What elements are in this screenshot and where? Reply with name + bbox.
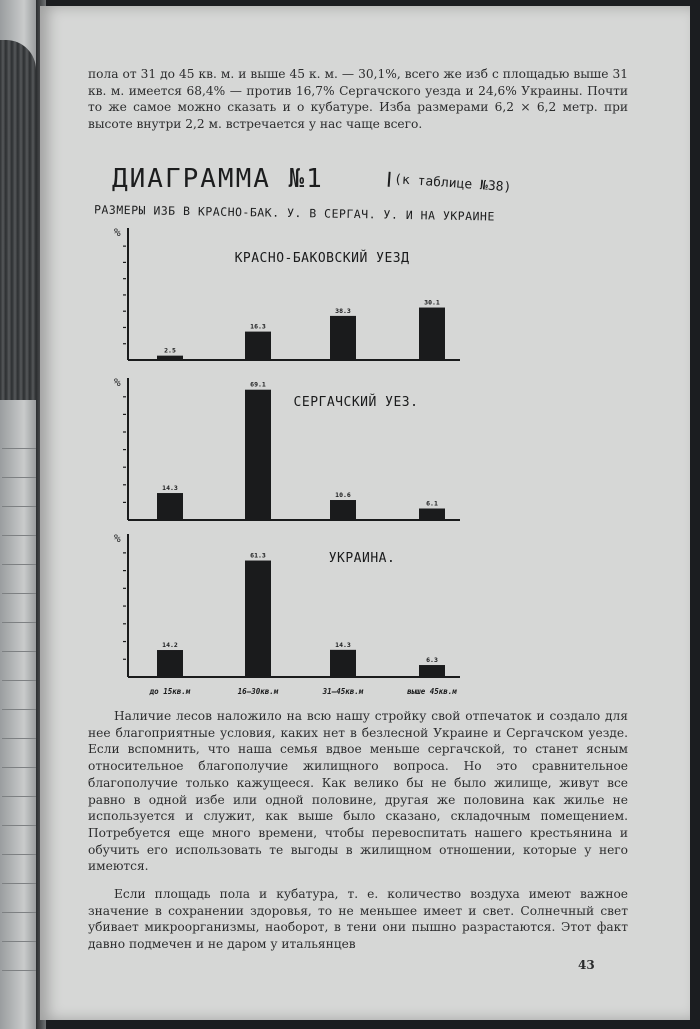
paragraph-middle: Наличие лесов наложило на всю нашу стройку свой отпечаток и создало для нее благоприятные условия, каких нет в безлесной Украине и Сергачском уезде. Если вспомнить, что наша семья вдвое меньше сергачской, то станет ясным относительное благополучие жилищного вопроса. Но это сравнительное благополучие только кажущееся. Как велико бы не было жилище, живут все равно в одной избе или одной половине, другая же половина как жилье не используется и служит, как выше было сказано, складочным помещением. Потребуется еще много времени, чтобы перевоспитать нашего крестьянина и обучить его использовать те выгоды в жилищном отношении, которые у него имеются. bbox=[88, 709, 628, 874]
page-number: 43 bbox=[578, 958, 595, 972]
data-label-s2-1: 14.3 bbox=[162, 484, 178, 493]
y-axis-label: % bbox=[114, 226, 121, 239]
data-label-s2-2: 69.1 bbox=[250, 380, 266, 389]
series-label-3: УКРАИНА. bbox=[328, 551, 396, 566]
bar-s3-3 bbox=[330, 650, 356, 677]
bar-s1-3 bbox=[330, 316, 356, 360]
bar-s1-2 bbox=[245, 332, 271, 360]
bar-s2-1 bbox=[157, 493, 183, 520]
data-label-s1-3: 38.3 bbox=[335, 306, 351, 315]
data-label-s2-3: 10.6 bbox=[335, 491, 351, 500]
bar-s2-4 bbox=[419, 508, 445, 520]
data-label-s1-1: 2.5 bbox=[164, 346, 176, 355]
paragraph-top: пола от 31 до 45 кв. м. и выше 45 к. м. — 30,1%, всего же изб с площадью выше 31 кв. м. имеется 68,4% — против 16,7% Сергачского уезда и 24,6% Украины. Почти то же самое можно сказать и о кубатуре. Изба размерами 6,2 × 6,2 метр. при высоте внутри 2,2 м. встречается у нас чаще всего. bbox=[88, 67, 628, 132]
bar-s3-4 bbox=[419, 665, 445, 677]
bar-chart bbox=[40, 6, 690, 706]
facing-page-photo bbox=[0, 40, 36, 400]
facing-page-edge bbox=[0, 0, 40, 1029]
diagram-title: ДИАГРАММА №1 bbox=[112, 164, 324, 194]
data-label-s3-2: 61.3 bbox=[250, 551, 266, 560]
bar-s1-1 bbox=[157, 356, 183, 360]
bar-s2-2 bbox=[245, 390, 271, 520]
diagram-note: (к таблице №38) bbox=[388, 172, 512, 196]
category-label-2: 16–30кв.м bbox=[237, 687, 279, 696]
y-axis-label: % bbox=[114, 532, 121, 545]
series-label-1: КРАСНО-БАКОВСКИЙ УЕЗД bbox=[234, 251, 410, 266]
data-label-s1-4: 30.1 bbox=[424, 298, 440, 307]
y-axis-label: % bbox=[114, 376, 121, 389]
bar-s3-1 bbox=[157, 650, 183, 677]
data-label-s3-3: 14.3 bbox=[335, 640, 351, 649]
bar-s2-3 bbox=[330, 500, 356, 520]
data-label-s2-4: 6.1 bbox=[426, 499, 438, 508]
book-page bbox=[40, 6, 690, 1020]
data-label-s3-1: 14.2 bbox=[162, 641, 178, 650]
diagram-subtitle: РАЗМЕРЫ ИЗБ В КРАСНО-БАК. У. В СЕРГАЧ. У. И НА УКРАИНЕ bbox=[93, 202, 495, 224]
paragraph-bottom: Если площадь пола и кубатура, т. е. количество воздуха имеют важное значение в сохранении здоровья, то не меньшее имеет и свет. Солнечный свет убивает микроорганизмы, наоборот, в тени они пышно разрастаются. Этот факт давно подмечен и не даром у итальянцев bbox=[88, 887, 628, 952]
category-label-1: до 15кв.м bbox=[149, 687, 191, 696]
category-label-4: выше 45кв.м bbox=[407, 687, 457, 696]
category-label-3: 31–45кв.м bbox=[322, 687, 364, 696]
bar-s1-4 bbox=[419, 308, 445, 360]
bar-s3-2 bbox=[245, 561, 271, 677]
data-label-s3-4: 6.3 bbox=[426, 656, 438, 665]
series-label-2: СЕРГАЧСКИЙ УЕЗ. bbox=[293, 395, 419, 410]
facing-page-table bbox=[2, 420, 36, 980]
data-label-s1-2: 16.3 bbox=[250, 322, 266, 331]
